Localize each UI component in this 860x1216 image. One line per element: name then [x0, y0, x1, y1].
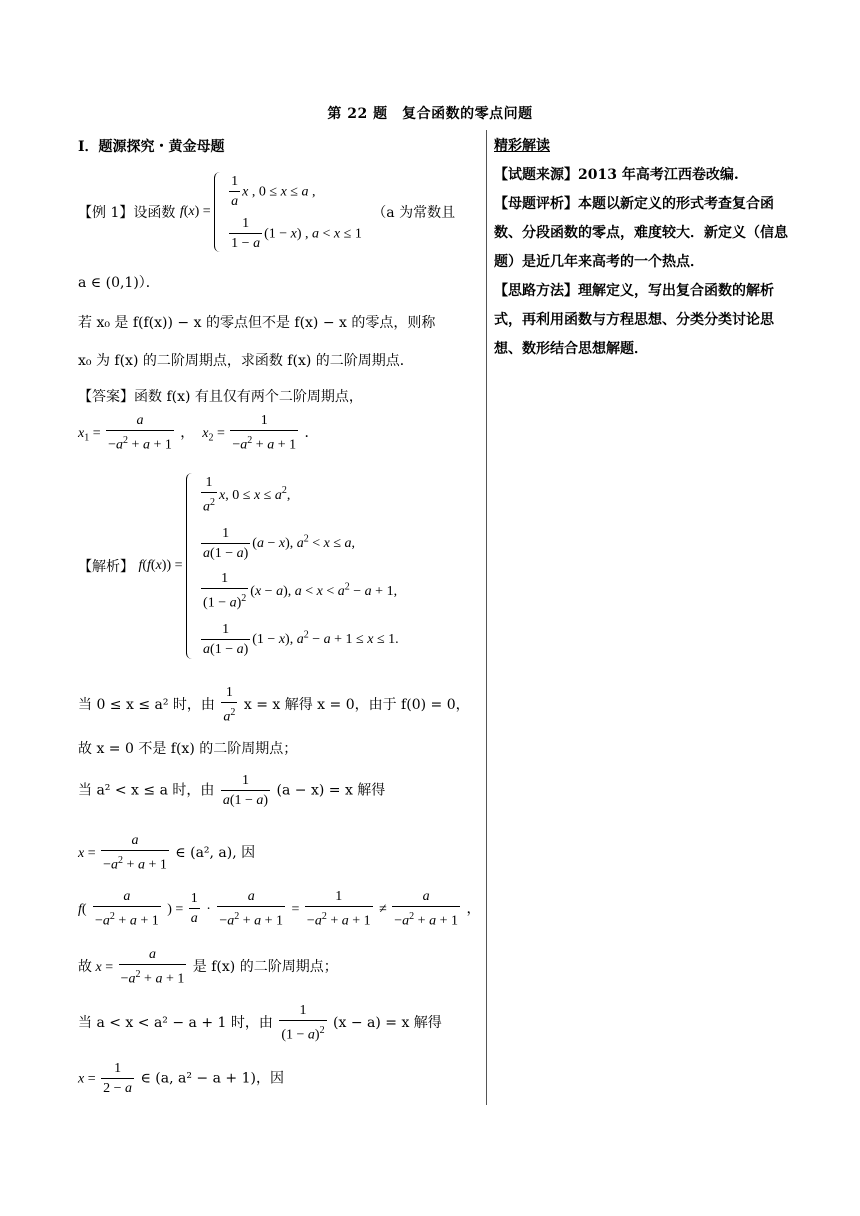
side-heading: 精彩解读: [494, 138, 550, 154]
answer-line: 【答案】函数 f(x) 有且仅有两个二阶周期点，: [78, 389, 363, 405]
piecewise-f: f ( x ) = $\frac{1}{a}$ x , 0 ≤ x ≤ a , $\frac{1}{1 - a}$ (1 − x) , a < x ≤ 1: [179, 173, 362, 251]
definition-line-2: x₀ 为 f(x) 的二阶周期点，求函数 f(x) 的二阶周期点．: [78, 353, 414, 369]
source-label: 【试题来源】: [494, 167, 578, 183]
side-column: [494, 132, 794, 364]
definition-line-1: 若 x₀ 是 f(f(x)) − x 的零点但不是 f(x) − x 的零点，则称: [78, 315, 436, 331]
side-method: [494, 277, 794, 364]
case2-line: 当 a² < x ≤ a 时，由 $\frac{1}{a(1 - a)}$ (a − x) = x 解得: [78, 773, 386, 808]
case2-conclusion-text: 是 f(x) 的二阶周期点；: [192, 958, 338, 975]
example-note: （a 为常数且: [372, 205, 456, 221]
case2-lead: 当 a² < x ≤ a 时，由: [78, 782, 215, 799]
case3-rest: (x − a) = x 解得: [333, 1014, 442, 1031]
example-label: 【例 1】设函数: [78, 205, 176, 221]
analysis-label: 【解析】: [78, 559, 134, 575]
method-label: 【思路方法】: [494, 283, 578, 299]
case1-rest: x = x 解得 x = 0，由于 f(0) = 0，: [243, 696, 470, 713]
case1-lead: 当 0 ≤ x ≤ a² 时，由: [78, 696, 215, 713]
method-text: 理解定义，写出复合函数的解析式，再利用函数与方程思想、分类分类讨论思想、数形结合思想解题．: [494, 283, 774, 357]
source-text: 2013 年高考江西卷改编.: [578, 167, 739, 183]
section-heading: I．题源探究・黄金母题: [78, 139, 225, 155]
case1-line: 当 0 ≤ x ≤ a² 时，由 $\frac{1}{a^2}$ x = x 解得 x = 0，由于 f(0) = 0，: [78, 685, 470, 725]
side-analysis: [494, 190, 794, 277]
case3-solution: x = $\frac{1}{2 - a}$ ∈ (a, a² − a + 1)，因: [78, 1061, 284, 1096]
side-source: [494, 161, 794, 190]
case3-lead: 当 a < x < a² − a + 1 时，由: [78, 1014, 273, 1031]
analysis-side-text: 本题以新定义的形式考查复合函数、分段函数的零点，难度较大．新定义（信息题）是近几年来高考的一个热点．: [494, 196, 788, 270]
case2-conclusion: 故 x = $\frac{a}{-a^2 + a + 1}$ 是 f(x) 的二阶周期点；: [78, 947, 338, 987]
case2-verify: f( $\frac{a}{-a^2 + a + 1}$ ) = $\frac{1}{a}$ · $\frac{a}{-a^2 + a + 1}$ = $\frac{1}{-a^2 + a + 1}$ ≠ $\frac{a}{-a^2 + a + 1}$ ，: [78, 889, 481, 929]
case2-interval: ∈ (a², a), 因: [175, 844, 256, 861]
answer-formula: $x_1$ = $\frac{a}{-a^2 + a + 1}$ ， $x_2$ = $\frac{1}{-a^2 + a + 1}$ ．: [78, 413, 319, 453]
case3-interval: ∈ (a, a² − a + 1)，因: [140, 1070, 284, 1087]
example-continuation: a ∈ (0,1)）．: [78, 275, 160, 291]
case1-conclusion: 故 x = 0 不是 f(x) 的二阶周期点；: [78, 741, 298, 757]
page-title: 第 22 题 复合函数的零点问题: [327, 106, 533, 122]
case2-solution: x = $\frac{a}{-a^2 + a + 1}$ ∈ (a², a), 因: [78, 833, 256, 873]
column-divider: [486, 130, 487, 1105]
case2-rest: (a − x) = x 解得: [276, 782, 386, 799]
example-definition: [78, 170, 455, 254]
analysis-piecewise: 【解析】 f ( f ( x )) = $\frac{1}{a^2}$ x, $0 \le x \le a^2$, $\frac{1}{a(1 - a)}$ (a − x), $a^2 < x \le a$, $\frac{1}{(1 - a)^2}$ (x − a), $a < x < a^2 - a + 1$, $\frac{1}{a(1 - a)}$ (1 − x), $a^2 - a + 1 \le x \le 1$.: [78, 470, 399, 662]
analysis-side-label: 【母题评析】: [494, 196, 578, 212]
case3-line: 当 a < x < a² − a + 1 时，由 $\frac{1}{(1 - a)^2}$ (x − a) = x 解得: [78, 1003, 442, 1043]
